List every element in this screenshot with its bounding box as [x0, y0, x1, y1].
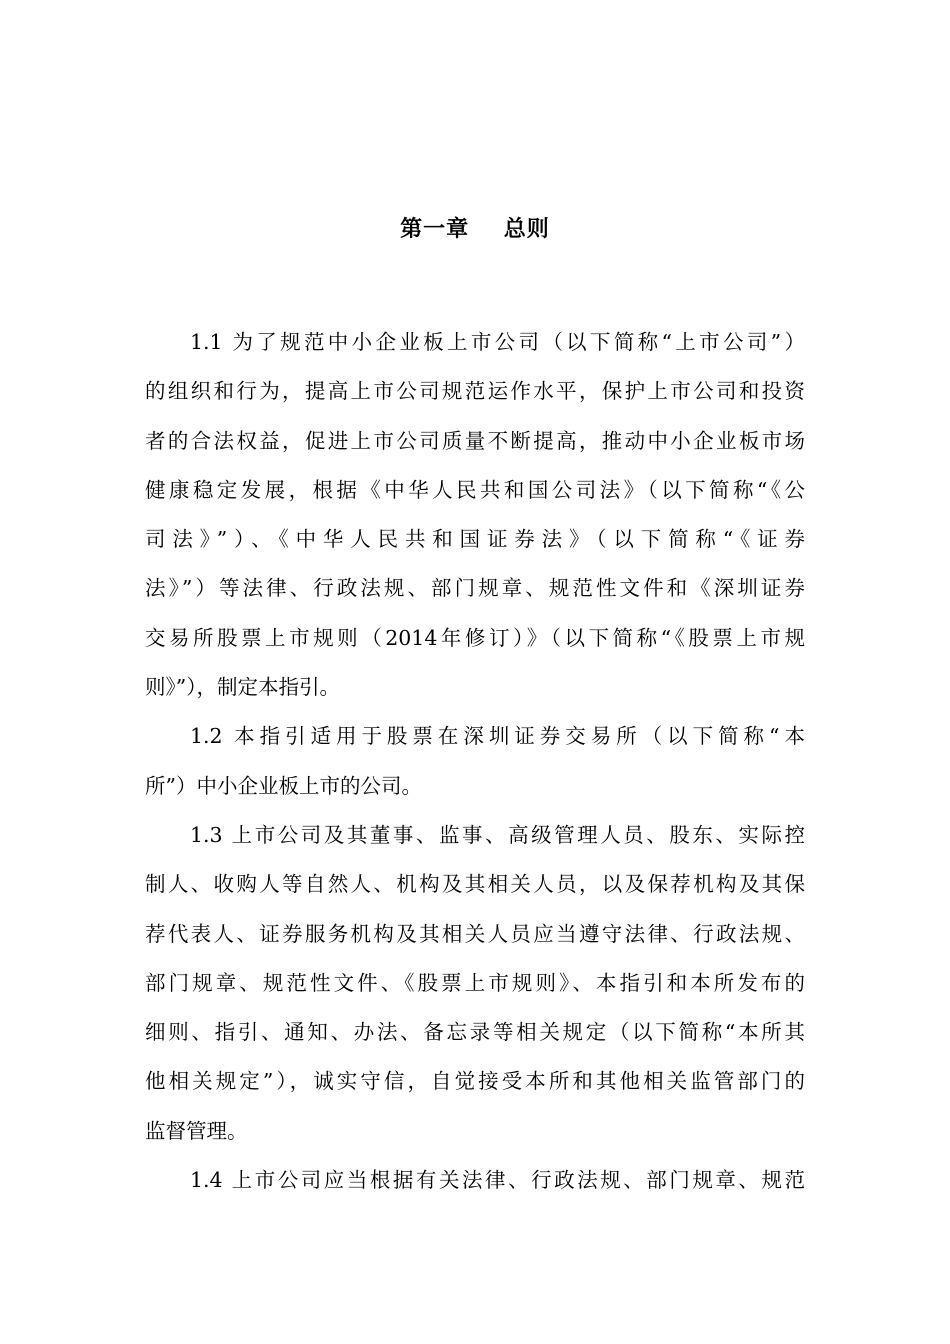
chapter-title: 第一章 总则 — [400, 216, 550, 242]
article-1-3-line-4: 部门规章、规范性文件、《股票上市规则》、本指引和本所发布的 — [145, 970, 805, 995]
article-1-1-line-8: 则》”），制定本指引。 — [145, 675, 340, 700]
article-1-3-line-7: 监督管理。 — [145, 1118, 248, 1143]
article-1-1-line-3: 者的合法权益，促进上市公司质量不断提高，推动中小企业板市场 — [145, 428, 805, 453]
article-1-4-line-1: 1.4 上市公司应当根据有关法律、行政法规、部门规章、规范 — [190, 1168, 805, 1193]
article-1-2-line-2: 所”）中小企业板上市的公司。 — [145, 773, 422, 798]
article-1-3-line-2: 制人、收购人等自然人、机构及其相关人员，以及保荐机构及其保 — [145, 872, 805, 897]
article-1-1-line-5: 司法》”）、《中华人民共和国证券法》（以下简称“《证券 — [145, 527, 805, 552]
article-1-1-line-6: 法》”）等法律、行政法规、部门规章、规范性文件和《深圳证券 — [145, 576, 805, 601]
article-1-1-line-1: 1.1 为了规范中小企业板上市公司（以下简称“上市公司”） — [190, 330, 805, 354]
article-1-1-line-4: 健康稳定发展，根据《中华人民共和国公司法》（以下简称“《公 — [145, 477, 805, 502]
article-1-1-line-7: 交易所股票上市规则（2014年修订）》（以下简称“《股票上市规 — [145, 625, 805, 650]
article-body — [145, 324, 805, 1211]
article-1-2-line-1: 1.2 本指引适用于股票在深圳证券交易所（以下简称“本 — [190, 724, 805, 749]
article-1-3-line-6: 他相关规定”），诚实守信，自觉接受本所和其他相关监管部门的 — [145, 1069, 805, 1094]
article-1-3-line-1: 1.3 上市公司及其董事、监事、高级管理人员、股东、实际控 — [190, 822, 805, 847]
article-1-3-line-3: 荐代表人、证券服务机构及其相关人员应当遵守法律、行政法规、 — [145, 921, 805, 946]
article-1-1-line-2: 的组织和行为，提高上市公司规范运作水平，保护上市公司和投资 — [145, 379, 805, 404]
article-1-3-line-5: 细则、指引、通知、办法、备忘录等相关规定（以下简称“本所其 — [145, 1020, 805, 1045]
